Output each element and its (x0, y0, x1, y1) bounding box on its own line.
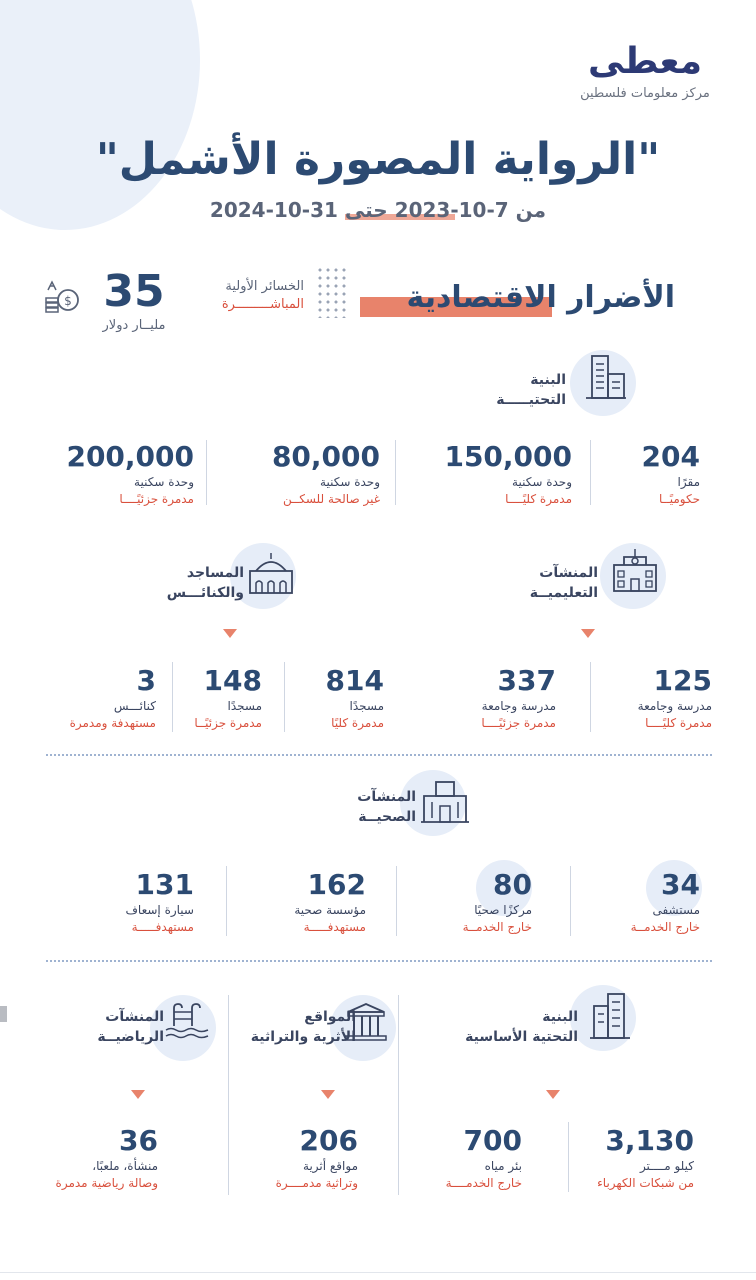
divider (396, 866, 397, 936)
worship-arrow (223, 629, 237, 638)
money-icon (42, 280, 82, 316)
section-title: الأضرار الاقتصادية (406, 280, 675, 315)
worship-stat-3 (44, 664, 156, 732)
brand-subtitle: مركز معلومات فلسطين (580, 86, 710, 101)
stat-label: سيارة إسعاف (125, 903, 194, 917)
stat-detail: مدمرة كليًــــا (505, 492, 572, 506)
infra-stat-1 (600, 440, 700, 508)
section-divider (46, 960, 712, 962)
stat-label: مسجدًا (349, 699, 384, 713)
stat-label: بئر مياه (484, 1159, 522, 1173)
stat-number: 814 (325, 664, 384, 697)
worship-stat-1 (296, 664, 384, 732)
basic-infra-label (440, 1007, 578, 1047)
education-label-line2: التعليميــة (529, 585, 598, 601)
power-tower-icon (588, 990, 632, 1040)
heritage-stat-1 (240, 1124, 358, 1192)
divider (395, 440, 396, 505)
stat-number: 125 (653, 664, 712, 697)
stat-number: 131 (135, 868, 194, 901)
stat-label: وحدة سكنية (320, 475, 380, 489)
stat-detail: مدمرة كليًــــا (645, 716, 712, 730)
bottom-border (0, 1272, 756, 1273)
svg-text:$: $ (64, 294, 72, 308)
stat-label: وحدة سكنية (134, 475, 194, 489)
loss-label-line2: المباشـــــــــرة (221, 297, 304, 312)
stat-number: 80 (493, 868, 532, 901)
buildings-icon (584, 352, 628, 402)
stat-label: كيلو مــــتر (639, 1159, 694, 1173)
health-stat-1 (590, 868, 700, 936)
basic-infra-stat-2 (420, 1124, 522, 1192)
stat-number: 200,000 (66, 440, 194, 473)
stat-label: مدرسة وجامعة (481, 699, 556, 713)
health-label-line1: المنشآت (357, 789, 416, 805)
sports-stat-1 (40, 1124, 158, 1192)
education-stat-1 (600, 664, 712, 732)
dots-pattern (316, 266, 348, 318)
stat-number: 148 (203, 664, 262, 697)
stat-label: وحدة سكنية (512, 475, 572, 489)
education-stat-2 (430, 664, 556, 732)
basic-infra-label-line2: التحتية الأساسية (465, 1029, 578, 1045)
divider (206, 440, 207, 505)
health-label-line2: الصحيــة (358, 809, 416, 825)
stat-label: مؤسسة صحية (294, 903, 366, 917)
education-label-line1: المنشآت (539, 565, 598, 581)
stat-detail: خارج الخدمــــة (445, 1176, 522, 1190)
stat-detail: مدمرة جزئيًــــا (481, 716, 556, 730)
stat-number: 3 (136, 664, 156, 697)
stat-number: 162 (307, 868, 366, 901)
basic-infra-stat-1 (580, 1124, 694, 1192)
stat-detail: مدمرة جزئيًــــا (119, 492, 194, 506)
divider (590, 440, 591, 505)
stat-label: مواقع أثرية (303, 1159, 358, 1173)
date-range: من 7-10-2023 حتى 31-10-2024 (209, 198, 547, 222)
stat-detail: مستهدفة ومدمرة (69, 716, 156, 730)
divider (172, 662, 173, 732)
stat-number: 337 (497, 664, 556, 697)
health-stat-3 (240, 868, 366, 936)
stat-detail: مستهدفـــــة (303, 920, 366, 934)
brand-name: معطى (587, 41, 703, 82)
worship-label (140, 563, 244, 603)
sports-label (50, 1007, 164, 1047)
infra-stat-4 (30, 440, 194, 508)
hospital-icon (420, 778, 470, 824)
stat-detail: حكوميًــا (659, 492, 700, 506)
infra-label-line2: التحتيـــــة (496, 392, 566, 408)
divider (398, 995, 399, 1195)
infra-label (460, 370, 566, 410)
stat-detail: مستهدفـــــة (131, 920, 194, 934)
brand-logo (570, 40, 720, 101)
divider (568, 1122, 569, 1192)
infra-stat-3 (210, 440, 380, 508)
stat-number: 36 (119, 1124, 158, 1157)
loss-label (184, 278, 304, 314)
divider (228, 995, 229, 1195)
sports-label-line1: المنشآت (105, 1009, 164, 1025)
school-icon (610, 547, 660, 593)
mosque-icon (244, 551, 298, 595)
infra-stat-2 (400, 440, 572, 508)
worship-label-line1: المساجد (186, 565, 244, 581)
heritage-label-line1: المواقع (304, 1009, 356, 1025)
divider (570, 866, 571, 936)
basic-infra-arrow (546, 1090, 560, 1099)
stat-number: 34 (661, 868, 700, 901)
stat-detail: خارج الخدمــة (462, 920, 532, 934)
worship-label-line2: والكنائـــس (166, 585, 244, 601)
section-divider (46, 754, 712, 756)
heritage-label-line2: الأثرية والتراثية (250, 1029, 356, 1045)
divider (590, 662, 591, 732)
stat-label: منشأة، ملعبًا، (92, 1159, 158, 1173)
stat-label: كنائـــس (113, 699, 156, 713)
stat-detail: وتراثية مدمــــرة (275, 1176, 358, 1190)
stat-detail: مدمرة كليًا (331, 716, 384, 730)
loss-value: 35 (103, 266, 165, 317)
stat-number: 150,000 (444, 440, 572, 473)
stat-detail: غير صالحة للسكــن (283, 492, 380, 506)
stat-label: مستشفى (652, 903, 700, 917)
stat-number: 80,000 (271, 440, 380, 473)
stat-detail: مدمرة جزئيًــا (194, 716, 262, 730)
page-title: "الرواية المصورة الأشمل" (95, 134, 661, 185)
pool-icon (164, 1002, 210, 1042)
worship-stat-2 (180, 664, 262, 732)
health-label (300, 787, 416, 827)
stat-number: 206 (299, 1124, 358, 1157)
stat-detail: وصالة رياضية مدمرة (55, 1176, 158, 1190)
stat-detail: خارج الخدمــة (630, 920, 700, 934)
stat-number: 204 (641, 440, 700, 473)
stat-label: مركزًا صحيًا (474, 903, 532, 917)
stat-label: مسجدًا (227, 699, 262, 713)
loss-label-line1: الخسائر الأولية (225, 279, 304, 294)
heritage-arrow (321, 1090, 335, 1099)
decorative-circle (0, 0, 200, 230)
basic-infra-label-line1: البنية (542, 1009, 578, 1025)
health-stat-2 (420, 868, 532, 936)
stat-number: 3,130 (605, 1124, 694, 1157)
divider (226, 866, 227, 936)
health-stat-4 (80, 868, 194, 936)
stat-detail: من شبكات الكهرباء (597, 1176, 694, 1190)
sports-arrow (131, 1090, 145, 1099)
divider (284, 662, 285, 732)
stat-number: 700 (463, 1124, 522, 1157)
sports-label-line2: الرياضيــة (97, 1029, 164, 1045)
education-label (490, 563, 598, 603)
edge-mark (0, 1006, 7, 1022)
infra-label-line1: البنية (530, 372, 566, 388)
stat-label: مدرسة وجامعة (637, 699, 712, 713)
education-arrow (581, 629, 595, 638)
stat-label: مقرًا (677, 475, 700, 489)
heritage-label (220, 1007, 356, 1047)
loss-unit: مليــار دولار (102, 318, 166, 333)
